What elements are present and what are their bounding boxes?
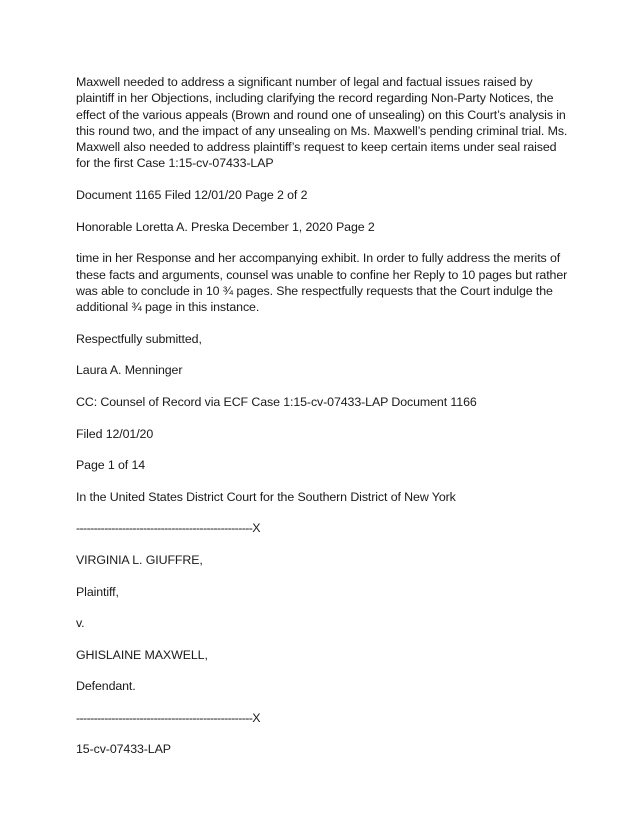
- cc-line: CC: Counsel of Record via ECF Case 1:15-cv-07433-LAP Document 1166: [76, 394, 477, 409]
- signature-name: Laura A. Menninger: [76, 363, 183, 378]
- body-paragraph-2: time in her Response and her accompanying exhibit. In order to fully address the merits of these facts and arguments, counsel was unable to confine her Reply to 10 pages but rather was able to conclude in 10 ¾ pages. She respectfully requests that the Court indulge the additional ¾ page in this instance.: [76, 251, 568, 315]
- closing-line: Respectfully submitted,: [76, 331, 202, 346]
- versus-label: v.: [76, 616, 85, 631]
- case-number: 15-cv-07433-LAP: [76, 742, 171, 757]
- document-body: [76, 74, 568, 773]
- caption-divider-top: --------------------------------------------------X: [76, 521, 260, 536]
- page-number-line: Page 1 of 14: [76, 458, 146, 473]
- defendant-name: GHISLAINE MAXWELL,: [76, 647, 208, 662]
- body-paragraph-1: Maxwell needed to address a significant number of legal and factual issues raised by plaintiff in her Objections, including clarifying the record regarding Non-Party Notices, the effect of the various appeals (Brown and round one of unsealing) on this Court’s analysis in this round two, and the impact of any unsealing on Ms. Maxwell’s pending criminal trial. Ms. Maxwell also needed to address plaintiff’s request to keep certain items under seal raised for the first Case 1:15-cv-07433-LAP: [76, 75, 568, 171]
- document-header-line: Document 1165 Filed 12/01/20 Page 2 of 2: [76, 188, 308, 203]
- filed-line: Filed 12/01/20: [76, 426, 154, 441]
- court-title: In the United States District Court for the Southern District of New York: [76, 489, 456, 504]
- defendant-role: Defendant.: [76, 679, 136, 694]
- judge-header-line: Honorable Loretta A. Preska December 1, 2020 Page 2: [76, 219, 375, 234]
- plaintiff-role: Plaintiff,: [76, 584, 119, 599]
- plaintiff-name: VIRGINIA L. GIUFFRE,: [76, 552, 203, 567]
- caption-divider-bottom: --------------------------------------------------X: [76, 710, 260, 725]
